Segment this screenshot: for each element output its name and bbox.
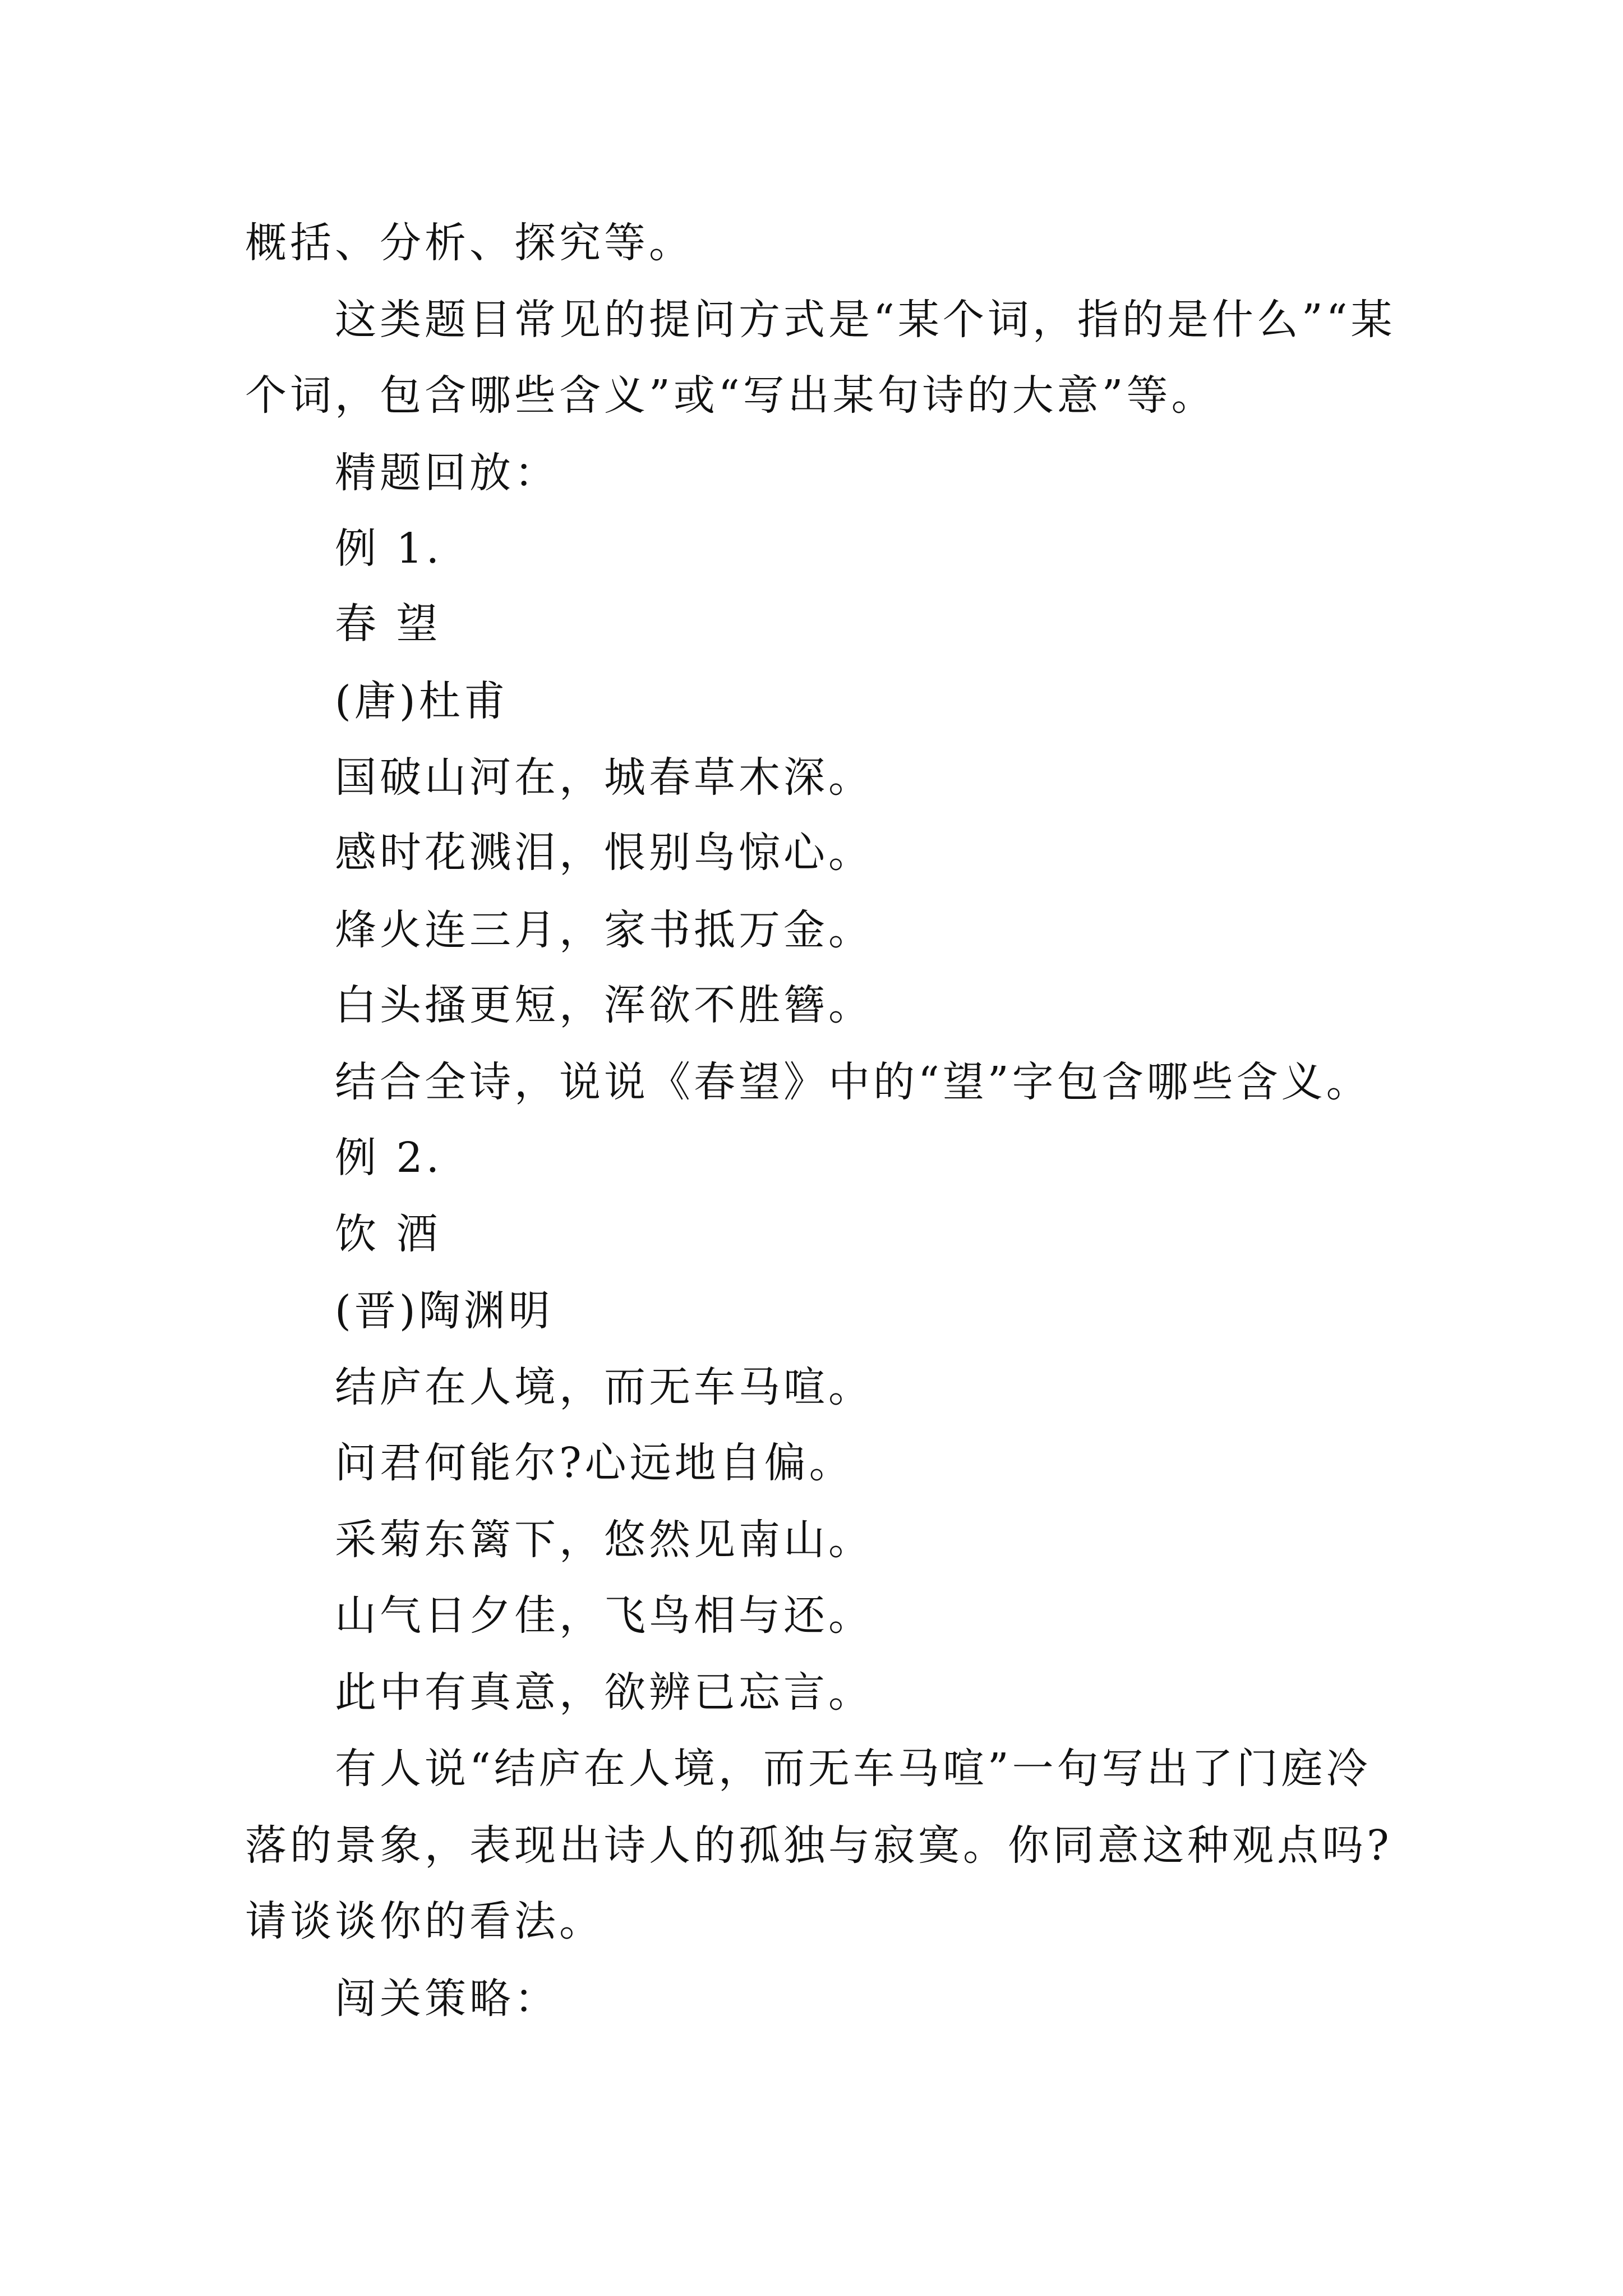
poem-1-verse: 烽火连三月，家书抵万金。 (335, 906, 873, 954)
poem-1-title: 春 望 (335, 600, 441, 648)
example-2-question-line-3: 请谈谈你的看法。 (245, 1897, 604, 1945)
question-format-line-2: 个词，包含哪些含义”或“写出某句诗的大意”等。 (245, 371, 1216, 420)
example-1-question: 结合全诗，说说《春望》中的“望”字包含哪些含义。 (335, 1058, 1371, 1106)
poem-2-title: 饮 酒 (335, 1210, 441, 1258)
poem-1-verse: 国破山河在，城春草木深。 (335, 753, 873, 802)
example-2-question-line-2: 落的景象，表现出诗人的孤独与寂寞。你同意这种观点吗? (245, 1821, 1393, 1870)
example-1-label: 例 1. (335, 524, 443, 573)
poem-2-verse: 采菊东篱下，悠然见南山。 (335, 1516, 873, 1564)
poem-2-verse: 此中有真意，欲辨已忘言。 (335, 1668, 873, 1717)
poem-2-verse: 山气日夕佳，飞鸟相与还。 (335, 1591, 873, 1640)
poem-1-author: (唐)杜甫 (335, 677, 509, 725)
section-heading: 精题回放： (335, 449, 559, 497)
poem-2-verse: 结庐在人境，而无车马喧。 (335, 1363, 873, 1411)
poem-1-verse: 白头搔更短，浑欲不胜簪。 (335, 981, 873, 1029)
poem-2-author: (晋)陶渊明 (335, 1287, 554, 1335)
example-2-question-line-1: 有人说“结庐在人境，而无车马喧”一句写出了门庭冷 (335, 1745, 1371, 1793)
question-format-line-1: 这类题目常见的提问方式是“某个词，指的是什么”“某 (335, 296, 1396, 344)
strategy-heading: 闯关策略： (335, 1975, 559, 2023)
intro-line: 概括、分析、探究等。 (245, 219, 694, 267)
example-2-label: 例 2. (335, 1134, 443, 1182)
poem-2-verse: 问君何能尔?心远地自偏。 (335, 1439, 854, 1487)
poem-1-verse: 感时花溅泪，恨别鸟惊心。 (335, 829, 873, 877)
